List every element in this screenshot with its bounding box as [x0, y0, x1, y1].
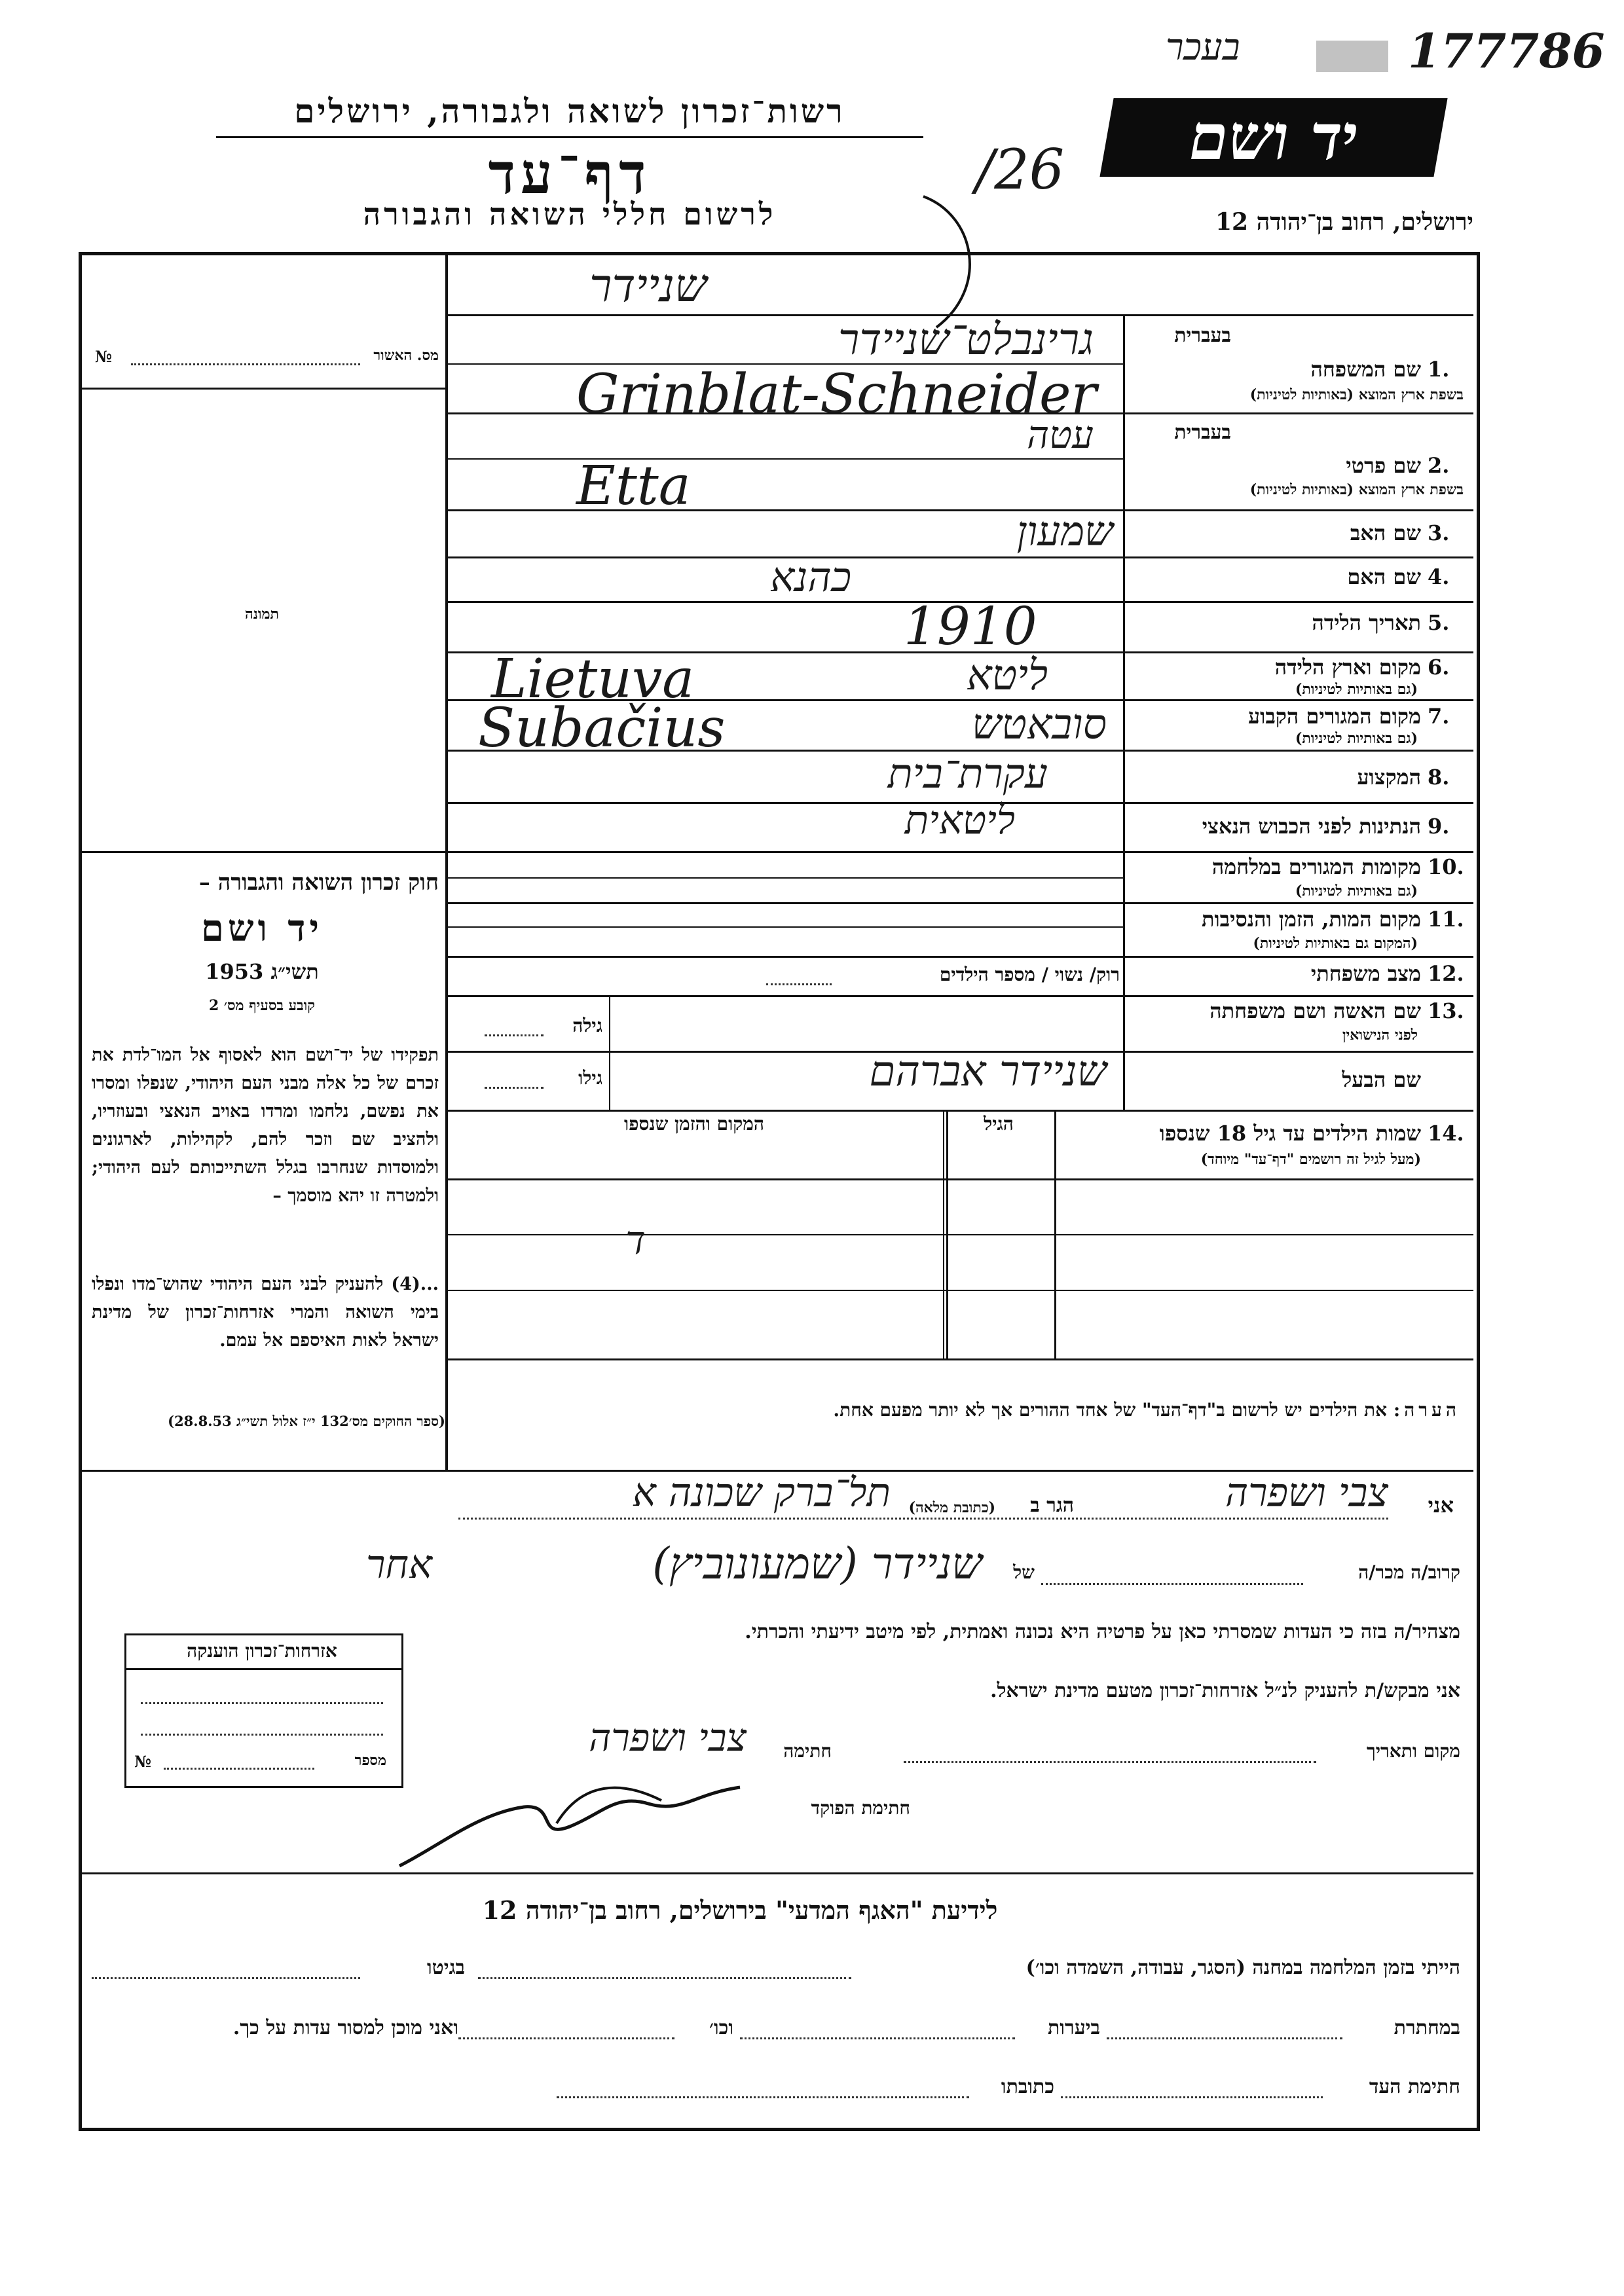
- declarant-address[interactable]: תל־ברק שכונה א: [632, 1470, 891, 1516]
- law-title-yad-vashem: יד ושם: [200, 907, 323, 950]
- declaration-relation-label: קרוב/ה מכר/ה: [1358, 1561, 1460, 1583]
- field-11-bottom: [445, 956, 1473, 958]
- field-11-label: מקום המות, הזמן והנסיבות: [1201, 907, 1421, 932]
- field-2-sub: בשפת ארץ המוצא (באותיות לטיניות): [1249, 481, 1464, 498]
- citizenship-number-dots: [164, 1768, 314, 1770]
- field-13-age-dots: [485, 1034, 544, 1036]
- photo-label: תמונה: [245, 606, 279, 623]
- field-6-value-hebrew[interactable]: ליטא: [967, 651, 1048, 700]
- children-header-bottom: [445, 1178, 1473, 1180]
- children-place-header: המקום והזמן שנספו: [624, 1113, 764, 1135]
- field-10-sub: (גם באותיות לטיניות): [1295, 883, 1418, 900]
- footer-camp-label: הייתי בזמן המלחמה במחנה (הסגר, עבודה, השמדה וכו׳): [1025, 1956, 1460, 1979]
- official-signature-scribble: [386, 1768, 753, 1879]
- husband-value[interactable]: שניידר אברהם: [869, 1048, 1107, 1096]
- field-3-value[interactable]: שמעון: [1016, 507, 1113, 555]
- husband-age-dots: [485, 1087, 544, 1089]
- authority-underline: [216, 136, 923, 138]
- law-text-continued: ...(4) להעניק לבני העם היהודי שהוש־מדו ונפלו בימי השואה והמרי אזרחות־זכרון של מדינת ישראל לאות האיספם אל עמם.: [92, 1274, 439, 1351]
- footer-witness-dots: [1061, 2096, 1323, 2098]
- citizenship-number-label: מספר: [354, 1752, 386, 1769]
- declaration-resides: הגר ב: [1030, 1494, 1074, 1517]
- citizenship-title-line: [124, 1668, 401, 1670]
- top-handwritten-note: בעכר: [1166, 26, 1240, 69]
- law-reference: (ספר החוקים מס׳132 י״ז אלול תשי״ג 28.8.53): [168, 1413, 445, 1429]
- field-4-label: שם האם: [1347, 564, 1421, 589]
- field-6-number: 6.: [1428, 655, 1450, 680]
- field-5-number: 5.: [1428, 610, 1450, 635]
- footer-address-label: כתובתו: [1001, 2075, 1054, 2098]
- approval-row-divider: [79, 388, 445, 390]
- field-9-bottom: [445, 851, 1473, 853]
- children-table-bottom: [445, 1358, 1473, 1360]
- field-1-tag: בעברית: [1174, 324, 1231, 347]
- declaration-relation-value[interactable]: שניידר (שמעונוביץ): [652, 1539, 982, 1589]
- approval-label: מס. האשור: [373, 347, 439, 364]
- field-10-bottom: [445, 902, 1473, 904]
- law-title: חוק זכרון השואה והגבורה –: [198, 869, 439, 896]
- field-10-mid-line: [445, 877, 1123, 879]
- field-3-label: שם האב: [1350, 520, 1421, 545]
- note-label: הערה:: [1393, 1399, 1460, 1421]
- field-2-label: שם פרטי: [1346, 453, 1421, 478]
- field-4-number: 4.: [1428, 564, 1450, 589]
- footer-underground-dots: [1107, 2037, 1342, 2039]
- footer-camp-dots: [478, 1977, 851, 1979]
- field-6-sub: (גם באותיות לטיניות): [1295, 681, 1418, 698]
- footer-testimony-label: ואני מוכן למסור עדות על כך.: [232, 2016, 458, 2039]
- address: ירושלים, רחוב בן־יהודה 12: [1215, 208, 1473, 236]
- note-text: את הילדים יש לרשום ב"דף־העד" של אחד ההורים אך לא יותר מפעם אחת.: [833, 1399, 1388, 1421]
- footer-forest-label: ביערות: [1047, 2016, 1100, 2039]
- declarant-name[interactable]: צבי ושפרה: [1225, 1470, 1388, 1516]
- field-7-label: מקום המגורים הקבוע: [1248, 704, 1421, 729]
- field-5-value[interactable]: 1910: [904, 596, 1037, 657]
- citizenship-title: אזרחות־זכרון הוענקה: [187, 1640, 337, 1662]
- field-5-label: תאריך הלידה: [1312, 610, 1421, 635]
- field-1-number: 1.: [1428, 357, 1450, 382]
- field-13-label: שם האשה ושם משפחתה: [1209, 998, 1421, 1023]
- footer-etc-label: וכו׳: [709, 2016, 733, 2039]
- field-10-label: מקומות המגורים במלחמה: [1211, 854, 1421, 879]
- footer-etc-dots: [458, 2037, 674, 2039]
- field-11-mid-line: [445, 926, 1123, 928]
- children-sub: (מעל לגיל זה רושמים "דף־עד" מיוחד): [1200, 1151, 1421, 1168]
- field-1-sub: בשפת ארץ המוצא (באותיות לטיניות): [1249, 386, 1464, 403]
- husband-label: שם הבעל: [1342, 1067, 1421, 1092]
- declaration-line1-dots: [458, 1518, 1388, 1520]
- field-8-number: 8.: [1428, 765, 1450, 790]
- field-2-mid-line: [445, 458, 1123, 460]
- form-subtitle: לרשום חללי השואה והגבורה: [363, 196, 777, 232]
- declaration-relation-type[interactable]: אחר: [366, 1542, 432, 1588]
- field-3-bottom: [445, 556, 1473, 558]
- children-mark: ד: [625, 1218, 646, 1264]
- citizenship-dots-2: [141, 1734, 383, 1736]
- declaration-address-label: (כתובת מלאה): [908, 1499, 995, 1516]
- signature-label: חתימה: [783, 1740, 832, 1762]
- declaration-statement: מצהיר/ה בזה כי העדות שמסרתי כאן על פרטיה היא נכונה ואמתית, לפי מיטב ידיעתי והכרתי.: [745, 1620, 1460, 1643]
- approval-number-sign: №: [95, 347, 113, 366]
- footer-witness-signature-label: חתימת העד: [1369, 2075, 1460, 2098]
- declaration-request: אני מבקש/ת להעניק לנ״ל אזרחות־זכרון מטעם מדינת ישראל.: [990, 1679, 1460, 1702]
- photo-bottom-divider: [79, 851, 445, 853]
- footer-ghetto-dots: [92, 1977, 360, 1979]
- field-3-number: 3.: [1428, 520, 1450, 545]
- field-13-sub: לפני הנישואין: [1342, 1027, 1418, 1044]
- husband-bottom: [445, 1110, 1473, 1112]
- field-6-label: מקום וארץ הלידה: [1274, 655, 1421, 680]
- footer-address-dots: [557, 2096, 969, 2098]
- field-8-label: המקצוע: [1357, 765, 1421, 790]
- surname-hebrew-top: שניידר: [589, 259, 707, 312]
- field-13-number: 13.: [1428, 998, 1464, 1023]
- signature-value[interactable]: צבי ושפרה: [589, 1715, 747, 1760]
- place-date-label: מקום ותאריך: [1366, 1740, 1460, 1762]
- declaration-i: אני: [1428, 1493, 1454, 1518]
- field-1-label: שם המשפחה: [1310, 357, 1421, 382]
- citizenship-number-sign: №: [134, 1752, 152, 1771]
- footer-top-line: [79, 1872, 1473, 1874]
- field-7-number: 7.: [1428, 704, 1450, 729]
- law-clause: קובע בסעיף מס׳ 2: [208, 997, 316, 1014]
- footer-ghetto-label: בגיטו: [426, 1956, 465, 1979]
- field-2-value-latin[interactable]: Etta: [576, 455, 691, 517]
- official-signature-label: חתימת הפוקד: [811, 1797, 910, 1819]
- field-7-value-latin[interactable]: Subačius: [478, 697, 726, 759]
- field-1-value-latin[interactable]: Grinblat-Schneider: [576, 363, 1097, 426]
- field-13-age-label: גילה: [572, 1015, 602, 1036]
- law-text: תפקידו של יד־ושם הוא לאסוף אל המו־לדת את זכרם של כל אלה מבני העם היהודי, שנפלו ומסרו את נפשם, נלחמו ומרדו באויב הנאצי ובעוזריו, ולהציב שם וזכר להם, לקהילות, לארגונים ולמוסדות שנחרבו בגלל השתייכותם לעם היהודי; ולמטרה זו יהא מוסמך –: [92, 1045, 439, 1206]
- husband-age-label: גילו: [578, 1067, 602, 1089]
- sidebar-divider: [445, 255, 448, 1470]
- field-6-value-latin[interactable]: Lietuva: [491, 648, 695, 710]
- declaration-line2-dots: [1041, 1583, 1303, 1585]
- field-9-label: הנתינות לפני הכבוש הנאצי: [1202, 814, 1421, 839]
- footer-forest-dots: [740, 2037, 1015, 2039]
- citizenship-dots-1: [141, 1702, 383, 1704]
- children-age-header: הגיל: [984, 1113, 1014, 1135]
- form-title: דף־עד: [488, 141, 652, 207]
- approval-dotted-line: [131, 363, 360, 365]
- authority-name: רשות־זכרון לשואה ולגבורה, ירושלים: [294, 92, 845, 130]
- law-year: תשי״ג 1953: [205, 959, 319, 984]
- children-number: 14.: [1428, 1121, 1464, 1146]
- footer-underground-label: במחתרת: [1393, 2016, 1460, 2039]
- children-row-2: [445, 1290, 1473, 1291]
- note: [458, 1399, 1460, 1421]
- field-7-sub: (גם באותיות לטיניות): [1295, 730, 1418, 747]
- archive-number: 177786: [1408, 23, 1605, 79]
- field-4-value[interactable]: כהנא: [770, 553, 851, 601]
- field-8-value[interactable]: עקרת־בית: [887, 750, 1048, 797]
- yad-vashem-logo: יד ושם: [1099, 98, 1447, 177]
- field-12-options: רוק/ נשוי / מספר הילדים: [939, 964, 1120, 985]
- field-2-number: 2.: [1428, 453, 1450, 478]
- field-12-label: מצב משפחתי: [1310, 961, 1421, 986]
- declaration-of: של: [1013, 1561, 1035, 1583]
- field-12-bottom: [445, 995, 1473, 997]
- stamp-smudge: [1316, 41, 1388, 72]
- field-9-number: 9.: [1428, 814, 1450, 839]
- margin-note: /26: [976, 137, 1065, 202]
- field-7-value-hebrew[interactable]: סובאטש: [972, 701, 1107, 749]
- place-date-dots: [904, 1761, 1316, 1763]
- field-11-number: 11.: [1428, 907, 1464, 932]
- children-label: שמות הילדים עד גיל 18 שנספו: [1159, 1121, 1421, 1146]
- field-2-value-hebrew[interactable]: עטה: [1027, 412, 1094, 457]
- field-11-sub: (המקום גם באותיות לטיניות): [1253, 935, 1418, 952]
- field-12-number: 12.: [1428, 961, 1464, 986]
- children-row-1: [445, 1234, 1473, 1235]
- footer-title: לידיעת "האגף המדעי" בירושלים, רחוב בן־יהודה 12: [482, 1895, 998, 1925]
- field-9-value[interactable]: ליטאית: [904, 797, 1015, 843]
- field-2-tag: בעברית: [1174, 421, 1231, 444]
- label-column-divider: [1123, 314, 1125, 1110]
- field-12-dotted-line: [766, 983, 832, 985]
- field-1-value-hebrew[interactable]: גרינבלט־שניידר: [838, 314, 1094, 365]
- field-10-number: 10.: [1428, 854, 1464, 879]
